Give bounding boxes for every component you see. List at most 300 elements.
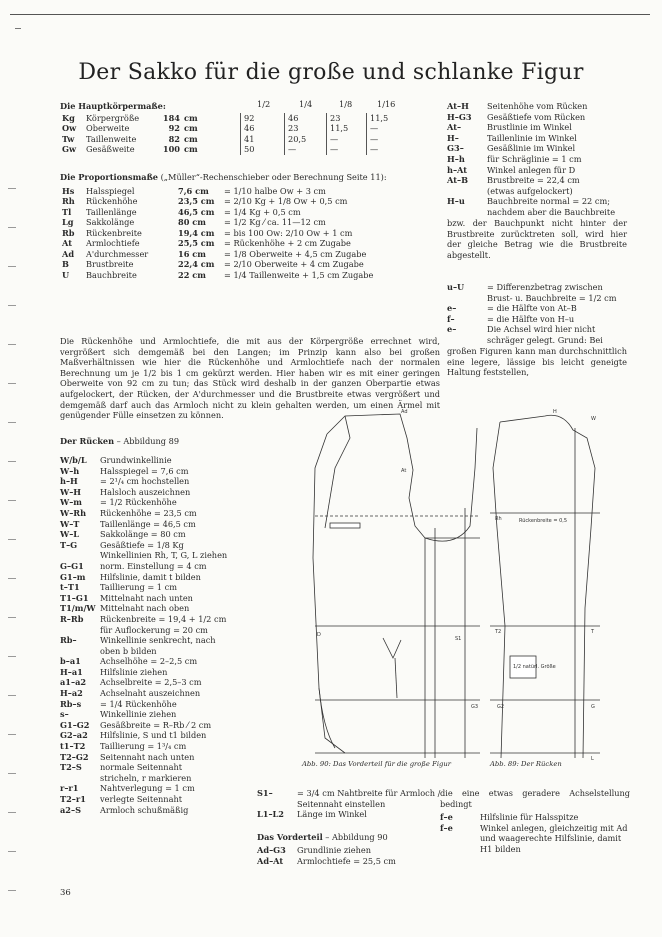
unit-cell: cm bbox=[184, 133, 198, 144]
table-row bbox=[60, 259, 375, 270]
value-cell: 22 cm bbox=[178, 269, 206, 280]
step-value: Gesäßbreite = R–Rb ⁄ 2 cm bbox=[100, 719, 212, 730]
fraction-cell: 20,5 bbox=[285, 134, 327, 145]
value-cell: 100 bbox=[162, 144, 180, 155]
step-key: W–T bbox=[60, 518, 80, 529]
step-value: Achselhöhe = 2–2,5 cm bbox=[100, 656, 198, 667]
value-cell: 22,4 cm bbox=[178, 259, 215, 270]
step-key: G1–G2 bbox=[60, 719, 90, 730]
step-row bbox=[257, 845, 442, 856]
step-value: = 1/4 Rückenhöhe bbox=[100, 698, 177, 709]
step-key: G1–m bbox=[60, 571, 86, 582]
col-head: 1/4 bbox=[299, 99, 313, 109]
step-key: R–Rb bbox=[60, 613, 84, 624]
step-value: oben b bilden bbox=[100, 645, 157, 656]
step-row bbox=[447, 101, 627, 112]
hauptmasse-heading: Die Hauptkörpermaße: bbox=[60, 101, 166, 111]
fraction-cell: — bbox=[327, 134, 367, 145]
step-key: W–h bbox=[60, 465, 80, 476]
value-cell: 16 cm bbox=[178, 248, 206, 259]
value-cell: 92 bbox=[168, 123, 180, 134]
step-key: At– bbox=[447, 122, 462, 133]
step-key: r–r1 bbox=[60, 783, 79, 794]
back-outline bbox=[500, 415, 595, 758]
label-s1: S1 bbox=[455, 636, 462, 642]
step-value: verlegte Seitennaht bbox=[100, 794, 183, 804]
step-key: t–T1 bbox=[60, 582, 80, 593]
step-row bbox=[60, 667, 255, 678]
step-row bbox=[60, 709, 255, 720]
calc-cell: = 1/2 Kg ⁄ ca. 11—12 cm bbox=[224, 217, 326, 228]
step-row bbox=[60, 582, 255, 593]
step-row bbox=[60, 550, 255, 561]
front-outline bbox=[327, 414, 425, 758]
table-row bbox=[60, 113, 400, 124]
calc-cell: = Rückenhöhe + 2 cm Zugabe bbox=[224, 238, 351, 249]
abbr-cell: B bbox=[62, 259, 69, 270]
table-row bbox=[60, 186, 375, 197]
vorderteil-heading bbox=[257, 832, 388, 843]
step-value: Hilfslinie für Halsspitze bbox=[480, 812, 579, 822]
name-cell: Taillenweite bbox=[86, 133, 137, 144]
step-value: Hilfslinie, S und t1 bilden bbox=[100, 730, 207, 741]
step-value: Halsspiegel = 7,6 cm bbox=[100, 465, 189, 476]
step-key: W–Rh bbox=[60, 507, 87, 518]
step-key: W–L bbox=[60, 529, 80, 540]
step-value: Bauchbreite normal = 22 cm; bbox=[487, 196, 610, 207]
step-value: Taillierung = 1 cm bbox=[100, 582, 177, 593]
label-rb: Rückenbreite = 0,5 bbox=[519, 518, 568, 524]
step-key bbox=[60, 773, 100, 784]
step-value: Taillenlänge = 46,5 cm bbox=[100, 518, 196, 529]
unit-cell: cm bbox=[184, 123, 198, 134]
step-key: b–a1 bbox=[60, 656, 81, 667]
step-value: Grundwinkellinie bbox=[100, 455, 172, 465]
step-value: Halsloch auszeichnen bbox=[100, 486, 191, 497]
abbr-cell: Ad bbox=[62, 248, 75, 259]
name-cell: Körpergröße bbox=[86, 112, 140, 123]
step-value: Mittelnaht nach oben bbox=[100, 603, 190, 614]
pattern-diagram bbox=[305, 408, 605, 772]
step-key: e– bbox=[447, 303, 457, 314]
step-value: Winkellinien Rh, T, G, L ziehen bbox=[100, 550, 228, 561]
name-cell: Oberweite bbox=[86, 123, 130, 134]
step-row bbox=[257, 856, 442, 867]
step-row bbox=[60, 466, 255, 477]
step-value: stricheln, r markieren bbox=[100, 772, 192, 783]
step-row bbox=[257, 788, 442, 809]
step-value: Rückenbreite = 19,4 + 1/2 cm bbox=[100, 613, 227, 624]
table-row bbox=[60, 228, 375, 239]
col-head: 1/8 bbox=[339, 99, 353, 109]
abbr-cell: Gw bbox=[62, 144, 77, 155]
step-value: = 2¹/₄ cm hochstellen bbox=[100, 476, 190, 487]
abbr-cell: Tl bbox=[62, 206, 72, 217]
step-row bbox=[447, 122, 627, 133]
value-cell: 82 bbox=[168, 133, 180, 144]
name-cell: Halsspiegel bbox=[86, 185, 135, 196]
step-value: Mittelnaht nach unten bbox=[100, 592, 193, 603]
value-cell: 23,5 cm bbox=[178, 196, 215, 207]
name-cell: A'durchmesser bbox=[86, 248, 149, 259]
step-key: e– bbox=[447, 324, 457, 335]
step-value: Hilfslinie ziehen bbox=[100, 666, 168, 677]
abbr-cell: Ow bbox=[62, 123, 77, 134]
name-cell: Rückenbreite bbox=[86, 227, 142, 238]
step-value: Taillenlinie im Winkel bbox=[487, 132, 577, 143]
step-row bbox=[447, 303, 627, 314]
step-row bbox=[447, 207, 627, 218]
step-key: G–G1 bbox=[60, 560, 84, 571]
middle-bottom-steps bbox=[257, 788, 442, 820]
step-row bbox=[440, 812, 630, 823]
step-row bbox=[60, 497, 255, 508]
step-row bbox=[60, 805, 255, 816]
step-row bbox=[447, 133, 627, 144]
step-key: At–B bbox=[447, 175, 469, 186]
ruecken-steps bbox=[60, 455, 255, 815]
step-value: Hilfslinie, damit t bilden bbox=[100, 571, 201, 582]
step-value: Sakkolänge = 80 cm bbox=[100, 529, 186, 540]
step-key: H–a1 bbox=[60, 666, 83, 677]
step-key: u–U bbox=[447, 282, 465, 292]
proportion-section bbox=[60, 172, 430, 280]
step-row bbox=[60, 603, 255, 614]
table-row bbox=[60, 207, 375, 218]
step-row bbox=[447, 186, 627, 197]
step-row bbox=[447, 143, 627, 154]
step-key: T1–G1 bbox=[60, 592, 89, 603]
calc-cell: = bis 100 Ow: 2/10 Ow + 1 cm bbox=[224, 227, 353, 238]
scale-note: 1/2 natürl. Größe bbox=[513, 664, 556, 670]
proportion-heading-rest: („Müller“-Rechenschieber oder Berechnung Seite 11): bbox=[158, 172, 387, 182]
name-cell: Sakkolänge bbox=[86, 217, 135, 228]
step-key: f– bbox=[447, 313, 455, 324]
fraction-cell: 11,5 bbox=[367, 113, 401, 124]
table-row bbox=[60, 123, 400, 134]
label-t: T bbox=[591, 629, 595, 635]
step-row bbox=[60, 773, 255, 784]
step-key: T2–r1 bbox=[60, 794, 86, 804]
step-key: W–m bbox=[60, 497, 82, 508]
ruecken-heading bbox=[60, 436, 179, 447]
fraction-cell: 50 bbox=[241, 144, 285, 155]
step-key: h–At bbox=[447, 164, 468, 175]
step-row bbox=[60, 720, 255, 731]
step-value: = 1/2 Rückenhöhe bbox=[100, 497, 177, 508]
right-paragraph-2: großen Figuren kann man durchschnittlich eine legere, lässige bis leicht geneigte Haltung feststellen, bbox=[447, 346, 627, 378]
step-value: Winkel anlegen für D bbox=[487, 164, 576, 175]
step-row bbox=[60, 635, 255, 646]
step-key: T1/m/W bbox=[60, 603, 96, 614]
table-row bbox=[60, 196, 375, 207]
step-row bbox=[60, 752, 255, 763]
fraction-cell: — bbox=[367, 144, 401, 155]
step-row bbox=[60, 593, 255, 604]
page-title: Der Sakko für die große und schlanke Figur bbox=[78, 60, 584, 85]
name-cell: Rückenhöhe bbox=[86, 196, 138, 207]
label-h: H bbox=[553, 409, 557, 415]
label-g: G bbox=[591, 704, 595, 710]
step-key: H– bbox=[447, 132, 459, 143]
step-value: Gesäßtiefe = 1/8 Kg bbox=[100, 539, 184, 550]
step-value: Armlochtiefe = 25,5 cm bbox=[297, 855, 396, 866]
label-l: L bbox=[591, 756, 594, 762]
fraction-cell: 11,5 bbox=[327, 123, 367, 134]
step-key bbox=[60, 646, 100, 657]
label-g3: G3 bbox=[471, 704, 479, 710]
step-value: Seitenhöhe vom Rücken bbox=[487, 101, 588, 111]
fraction-cell: — bbox=[367, 134, 401, 145]
fraction-cell: 23 bbox=[285, 123, 327, 134]
caption-abb89: Abb. 89: Der Rücken bbox=[490, 760, 562, 768]
name-cell: Taillenlänge bbox=[86, 206, 137, 217]
step-row bbox=[60, 519, 255, 530]
calc-cell: = 2/10 Kg + 1/8 Ow + 0,5 cm bbox=[224, 196, 348, 207]
step-row bbox=[447, 282, 627, 303]
step-value: Gesäßlinie im Winkel bbox=[487, 143, 576, 154]
label-t2: T2 bbox=[495, 629, 502, 635]
step-value: = 3/4 cm Nahtbreite für Armloch / Seitennaht einstellen bbox=[297, 788, 441, 809]
step-key: f–e bbox=[440, 812, 453, 822]
step-value: Die Achsel wird hier nicht schräger gelegt. Grund: Bei bbox=[487, 324, 603, 345]
pattern-drawing bbox=[305, 408, 605, 768]
value-cell: 25,5 cm bbox=[178, 238, 215, 249]
table-row bbox=[60, 238, 375, 249]
step-key: t1–T2 bbox=[60, 741, 86, 752]
right-bottom-paragraph: die eine etwas geradere Achselstellung bedingt bbox=[440, 788, 630, 809]
abbr-cell: Lg bbox=[62, 217, 74, 228]
col-head: 1/2 bbox=[257, 99, 271, 109]
calc-cell: = 1/10 halbe Ow + 3 cm bbox=[224, 185, 326, 196]
step-value: nachdem aber die Bauchbreite bbox=[487, 206, 616, 217]
step-value: Brustlinie im Winkel bbox=[487, 122, 572, 133]
name-cell: Gesäßweite bbox=[86, 144, 135, 155]
step-value: für Schräglinie = 1 cm bbox=[487, 153, 582, 164]
step-row bbox=[60, 688, 255, 699]
step-row bbox=[60, 741, 255, 752]
fraction-cell: 41 bbox=[241, 134, 285, 145]
label-w: W bbox=[591, 416, 596, 422]
step-row bbox=[60, 572, 255, 583]
value-cell: 80 cm bbox=[178, 217, 206, 228]
step-key: T2–G2 bbox=[60, 751, 89, 762]
step-value: Achselbreite = 2,5–3 cm bbox=[100, 677, 202, 688]
step-value: Taillierung = 1³/₄ cm bbox=[100, 741, 187, 752]
abbr-cell: U bbox=[62, 269, 70, 280]
step-key: G2–a2 bbox=[60, 730, 88, 741]
right-column-mid bbox=[447, 282, 627, 346]
vorderteil-heading-bold: Das Vorderteil bbox=[257, 832, 323, 842]
right-column-top bbox=[447, 101, 627, 218]
step-row bbox=[60, 794, 255, 805]
step-row bbox=[447, 324, 627, 345]
step-key: H–a2 bbox=[60, 688, 83, 699]
step-row bbox=[447, 112, 627, 123]
step-key bbox=[447, 186, 487, 197]
step-value: norm. Einstellung = 4 cm bbox=[100, 560, 207, 571]
label-at: At bbox=[401, 468, 407, 474]
step-value: Armloch schußmäßig bbox=[100, 804, 189, 815]
fraction-cell: 23 bbox=[327, 113, 367, 124]
abbr-cell: Kg bbox=[62, 112, 75, 123]
fraction-cell: 92 bbox=[241, 113, 285, 124]
fraction-cell: — bbox=[327, 144, 367, 155]
step-row bbox=[60, 625, 255, 636]
step-row bbox=[60, 762, 255, 773]
abbr-cell: At bbox=[62, 238, 72, 249]
caption-abb90: Abb. 90: Das Vorderteil für die große Figur bbox=[302, 760, 451, 768]
unit-cell: cm bbox=[184, 112, 198, 123]
name-cell: Armlochtiefe bbox=[86, 238, 140, 249]
step-value: Brustbreite = 22,4 cm bbox=[487, 175, 580, 186]
step-key: H–G3 bbox=[447, 111, 472, 122]
top-rule bbox=[10, 14, 650, 15]
hauptmasse-table bbox=[60, 113, 400, 155]
step-key: W–H bbox=[60, 486, 82, 497]
step-row bbox=[60, 508, 255, 519]
step-value: Winkellinie ziehen bbox=[100, 709, 177, 720]
step-value: Winkellinie senkrecht, nach bbox=[100, 635, 216, 646]
name-cell: Bauchbreite bbox=[86, 269, 137, 280]
step-key: s– bbox=[60, 709, 69, 720]
step-row bbox=[60, 561, 255, 572]
proportion-heading bbox=[60, 172, 430, 183]
label-d: D bbox=[317, 632, 321, 638]
step-key bbox=[60, 550, 100, 561]
step-row bbox=[60, 699, 255, 710]
step-key bbox=[447, 207, 487, 218]
step-row bbox=[60, 455, 255, 466]
label-rh: Rh bbox=[495, 516, 502, 522]
vorderteil-steps bbox=[257, 845, 442, 866]
step-value: Rückenhöhe = 23,5 cm bbox=[100, 507, 197, 518]
step-row bbox=[60, 614, 255, 625]
step-key: h–H bbox=[60, 476, 78, 487]
table-row bbox=[60, 134, 400, 145]
proportion-table bbox=[60, 186, 375, 281]
col-head: 1/16 bbox=[377, 99, 396, 109]
value-cell: 46,5 cm bbox=[178, 206, 215, 217]
step-key: T–G bbox=[60, 539, 78, 550]
page-number: 36 bbox=[60, 888, 71, 898]
unit-cell: cm bbox=[184, 144, 198, 155]
step-row bbox=[60, 487, 255, 498]
step-row bbox=[447, 175, 627, 186]
step-key: a1–a2 bbox=[60, 677, 87, 688]
step-key: G3– bbox=[447, 143, 464, 154]
table-row bbox=[60, 217, 375, 228]
fraction-headers bbox=[257, 99, 417, 110]
abbr-cell: Hs bbox=[62, 185, 75, 196]
step-row bbox=[60, 783, 255, 794]
step-value: Seitennaht nach unten bbox=[100, 751, 195, 762]
table-row bbox=[60, 144, 400, 155]
step-row bbox=[60, 656, 255, 667]
value-cell: 184 bbox=[162, 112, 180, 123]
step-key: At–H bbox=[447, 101, 469, 111]
step-value: Winkel anlegen, gleichzeitig mit Ad und waagerechte Hilfslinie, damit H1 bilden bbox=[480, 822, 628, 854]
step-row bbox=[440, 823, 630, 855]
name-cell: Brustbreite bbox=[86, 259, 134, 270]
step-value: = die Hälfte von H–u bbox=[487, 313, 575, 324]
step-row bbox=[60, 529, 255, 540]
step-value: = Differenzbetrag zwischen Brust- u. Bauchbreite = 1/2 cm bbox=[487, 282, 617, 303]
step-row bbox=[60, 677, 255, 688]
step-key: Rb– bbox=[60, 635, 77, 646]
step-row bbox=[447, 165, 627, 176]
table-row bbox=[60, 249, 375, 260]
calc-cell: = 1/8 Oberweite + 4,5 cm Zugabe bbox=[224, 248, 367, 259]
calc-cell: = 2/10 Oberweite + 4 cm Zugabe bbox=[224, 259, 364, 270]
step-row bbox=[447, 154, 627, 165]
step-key: T2–S bbox=[60, 762, 82, 773]
step-key: a2–S bbox=[60, 804, 82, 815]
step-value: für Auflockerung = 20 cm bbox=[100, 624, 208, 635]
abbr-cell: Rh bbox=[62, 196, 75, 207]
step-key bbox=[60, 625, 100, 636]
step-key: W/b/L bbox=[60, 455, 87, 465]
corner-mark bbox=[15, 22, 21, 29]
fraction-cell: 46 bbox=[241, 123, 285, 134]
label-ad: Ad bbox=[401, 409, 408, 415]
step-value: Länge im Winkel bbox=[297, 809, 367, 820]
step-key: f–e bbox=[440, 822, 453, 833]
step-key: Rb–s bbox=[60, 698, 82, 709]
step-value: Nahtverlegung = 1 cm bbox=[100, 783, 195, 794]
label-g2: G2 bbox=[497, 704, 505, 710]
step-value: (etwas aufgelockert) bbox=[487, 185, 573, 196]
vorderteil-heading-rest: – Abbildung 90 bbox=[322, 832, 388, 842]
step-value: Grundlinie ziehen bbox=[297, 845, 371, 855]
value-cell: 7,6 cm bbox=[178, 185, 209, 196]
right-paragraph: bzw. der Bauchpunkt nicht hinter der Brustbreite zurücktreten soll, wird hier der gleiche Betrag wie die Brustbreite abgestellt. bbox=[447, 218, 627, 260]
step-key: S1– bbox=[257, 788, 273, 798]
step-row bbox=[60, 540, 255, 551]
step-key: H–h bbox=[447, 153, 465, 164]
left-margin-marks bbox=[8, 150, 16, 900]
table-row bbox=[60, 270, 375, 281]
fraction-cell: — bbox=[285, 144, 327, 155]
step-key: Ad–G3 bbox=[257, 845, 286, 855]
abbr-cell: Tw bbox=[62, 133, 75, 144]
step-key: H–u bbox=[447, 196, 465, 207]
step-row bbox=[60, 476, 255, 487]
proportion-heading-bold: Die Proportionsmaße bbox=[60, 172, 159, 182]
right-bottom-steps bbox=[440, 812, 630, 854]
ruecken-heading-bold: Der Rücken bbox=[60, 436, 115, 446]
intro-paragraph: Die Rückenhöhe und Armlochtiefe, die mit aus der Körpergröße errechnet wird, vergrößert sich demgemäß bei den Langen; im Prinzip kann also bei großen Maßverhältnissen wie hier die Rückenhöhe und Armlochtiefe nach der normalen Berechnung um je 1/2 bis 1 cm gekürzt werden. Hier haben wir es mit einer geringen Oberweite von 92 cm zu tun; das Stück wird deshalb in der ganzen Oberpartie etwas aufgelockert, der Rücken, der A'durchmesser und die Brustbreite etwas vergrößert und demgemäß darf auch das Armloch nicht zu klein gehalten werden, um einen Ärmel mit genügender Fülle einsetzen zu können. bbox=[60, 336, 440, 421]
step-row bbox=[60, 730, 255, 741]
step-row bbox=[257, 809, 442, 820]
abbr-cell: Rb bbox=[62, 227, 75, 238]
calc-cell: = 1/4 Kg + 0,5 cm bbox=[224, 206, 301, 217]
step-value: normale Seitennaht bbox=[100, 762, 183, 773]
step-value: Gesäßtiefe vom Rücken bbox=[487, 111, 586, 122]
step-key: Ad–At bbox=[257, 855, 284, 866]
step-key: L1–L2 bbox=[257, 809, 285, 820]
calc-cell: = 1/4 Taillenweite + 1,5 cm Zugabe bbox=[224, 269, 374, 280]
ruecken-heading-rest: – Abbildung 89 bbox=[114, 436, 180, 446]
fraction-cell: — bbox=[367, 123, 401, 134]
step-value: = die Hälfte von At–B bbox=[487, 303, 577, 314]
step-row bbox=[447, 196, 627, 207]
step-row bbox=[447, 314, 627, 325]
step-value: Achselnaht auszeichnen bbox=[100, 688, 201, 699]
value-cell: 19,4 cm bbox=[178, 227, 215, 238]
step-row bbox=[60, 646, 255, 657]
fraction-cell: 46 bbox=[285, 113, 327, 124]
